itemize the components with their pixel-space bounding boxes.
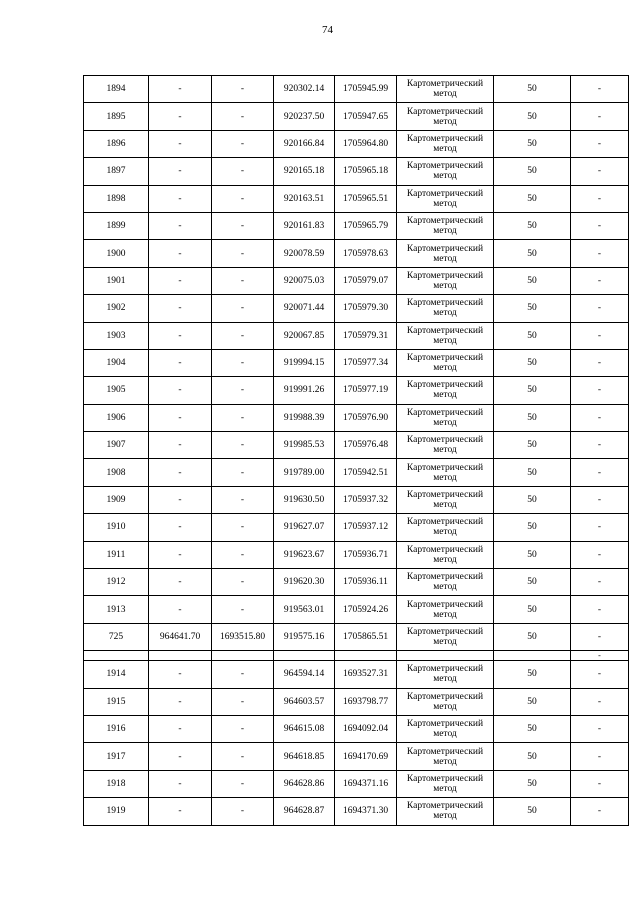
old-y-cell: - xyxy=(212,76,274,103)
accuracy-cell: 50 xyxy=(494,240,571,267)
table-row xyxy=(84,770,629,797)
old-y-cell: - xyxy=(212,295,274,322)
method-cell: Картометрический метод xyxy=(397,404,494,431)
new-x-cell: 920302.14 xyxy=(274,76,335,103)
old-y-cell: - xyxy=(212,322,274,349)
old-x-cell: - xyxy=(149,770,212,797)
method-cell: Картометрический метод xyxy=(397,541,494,568)
accuracy-cell: 50 xyxy=(494,103,571,130)
old-x-cell: - xyxy=(149,569,212,596)
accuracy-cell: 50 xyxy=(494,486,571,513)
new-x-cell: 919620.30 xyxy=(274,569,335,596)
table-row xyxy=(84,322,629,349)
old-y-cell xyxy=(212,651,274,661)
old-x-cell: - xyxy=(149,688,212,715)
note-cell: - xyxy=(571,623,629,650)
old-x-cell xyxy=(149,651,212,661)
new-y-cell xyxy=(335,651,397,661)
method-cell: Картометрический метод xyxy=(397,212,494,239)
note-cell: - xyxy=(571,459,629,486)
table-row xyxy=(84,103,629,130)
old-y-cell: - xyxy=(212,404,274,431)
point-number-cell: 1908 xyxy=(84,459,149,486)
table-row xyxy=(84,743,629,770)
old-x-cell: - xyxy=(149,240,212,267)
table-row xyxy=(84,404,629,431)
point-number-cell: 1906 xyxy=(84,404,149,431)
old-y-cell: - xyxy=(212,486,274,513)
accuracy-cell: 50 xyxy=(494,798,571,825)
note-cell: - xyxy=(571,569,629,596)
point-number-cell: 1894 xyxy=(84,76,149,103)
method-cell: Картометрический метод xyxy=(397,743,494,770)
new-x-cell: 920163.51 xyxy=(274,185,335,212)
accuracy-cell xyxy=(494,651,571,661)
accuracy-cell: 50 xyxy=(494,76,571,103)
new-y-cell: 1705936.71 xyxy=(335,541,397,568)
note-cell: - xyxy=(571,349,629,376)
new-y-cell: 1705965.51 xyxy=(335,185,397,212)
note-cell: - xyxy=(571,661,629,688)
old-y-cell: - xyxy=(212,349,274,376)
note-cell: - xyxy=(571,651,629,661)
note-cell: - xyxy=(571,295,629,322)
old-x-cell: 964641.70 xyxy=(149,623,212,650)
old-y-cell: - xyxy=(212,798,274,825)
old-x-cell: - xyxy=(149,267,212,294)
accuracy-cell: 50 xyxy=(494,596,571,623)
old-x-cell: - xyxy=(149,432,212,459)
new-y-cell: 1705937.12 xyxy=(335,514,397,541)
table-row xyxy=(84,715,629,742)
note-cell: - xyxy=(571,212,629,239)
old-x-cell: - xyxy=(149,715,212,742)
old-x-cell: - xyxy=(149,185,212,212)
accuracy-cell: 50 xyxy=(494,459,571,486)
new-y-cell: 1693798.77 xyxy=(335,688,397,715)
new-x-cell: 920161.83 xyxy=(274,212,335,239)
method-cell: Картометрический метод xyxy=(397,486,494,513)
old-y-cell: - xyxy=(212,240,274,267)
note-cell: - xyxy=(571,103,629,130)
table-row xyxy=(84,295,629,322)
new-y-cell: 1705865.51 xyxy=(335,623,397,650)
new-y-cell: 1705924.26 xyxy=(335,596,397,623)
new-y-cell: 1705979.30 xyxy=(335,295,397,322)
table-row xyxy=(84,569,629,596)
method-cell: Картометрический метод xyxy=(397,76,494,103)
accuracy-cell: 50 xyxy=(494,569,571,596)
table-row xyxy=(84,212,629,239)
point-number-cell xyxy=(84,651,149,661)
method-cell: Картометрический метод xyxy=(397,569,494,596)
note-cell: - xyxy=(571,596,629,623)
new-x-cell: 920071.44 xyxy=(274,295,335,322)
table-row xyxy=(84,432,629,459)
point-number-cell: 1896 xyxy=(84,130,149,157)
old-x-cell: - xyxy=(149,295,212,322)
method-cell: Картометрический метод xyxy=(397,432,494,459)
note-cell: - xyxy=(571,185,629,212)
old-x-cell: - xyxy=(149,459,212,486)
point-number-cell: 1903 xyxy=(84,322,149,349)
point-number-cell: 1911 xyxy=(84,541,149,568)
new-y-cell: 1694371.30 xyxy=(335,798,397,825)
new-x-cell: 919630.50 xyxy=(274,486,335,513)
new-x-cell: 964628.86 xyxy=(274,770,335,797)
new-y-cell: 1705976.48 xyxy=(335,432,397,459)
new-y-cell: 1705977.19 xyxy=(335,377,397,404)
note-cell: - xyxy=(571,158,629,185)
method-cell: Картометрический метод xyxy=(397,349,494,376)
old-x-cell: - xyxy=(149,541,212,568)
old-x-cell: - xyxy=(149,377,212,404)
table-row xyxy=(84,158,629,185)
old-x-cell: - xyxy=(149,743,212,770)
new-x-cell: 964628.87 xyxy=(274,798,335,825)
accuracy-cell: 50 xyxy=(494,322,571,349)
note-cell: - xyxy=(571,432,629,459)
new-y-cell: 1705979.31 xyxy=(335,322,397,349)
note-cell: - xyxy=(571,130,629,157)
new-y-cell: 1705964.80 xyxy=(335,130,397,157)
table-row xyxy=(84,349,629,376)
table-row xyxy=(84,130,629,157)
old-y-cell: - xyxy=(212,377,274,404)
new-x-cell: 920078.59 xyxy=(274,240,335,267)
new-y-cell: 1705945.99 xyxy=(335,76,397,103)
new-y-cell: 1705937.32 xyxy=(335,486,397,513)
point-number-cell: 1910 xyxy=(84,514,149,541)
table-empty-row xyxy=(84,651,629,661)
accuracy-cell: 50 xyxy=(494,267,571,294)
old-y-cell: - xyxy=(212,130,274,157)
point-number-cell: 1897 xyxy=(84,158,149,185)
new-y-cell: 1705965.18 xyxy=(335,158,397,185)
point-number-cell: 1901 xyxy=(84,267,149,294)
method-cell: Картометрический метод xyxy=(397,130,494,157)
point-number-cell: 1904 xyxy=(84,349,149,376)
method-cell: Картометрический метод xyxy=(397,103,494,130)
note-cell: - xyxy=(571,541,629,568)
point-number-cell: 1912 xyxy=(84,569,149,596)
old-y-cell: - xyxy=(212,459,274,486)
point-number-cell: 1913 xyxy=(84,596,149,623)
new-x-cell: 919991.26 xyxy=(274,377,335,404)
new-y-cell: 1705942.51 xyxy=(335,459,397,486)
old-x-cell: - xyxy=(149,514,212,541)
accuracy-cell: 50 xyxy=(494,185,571,212)
old-x-cell: - xyxy=(149,486,212,513)
table-row xyxy=(84,798,629,825)
accuracy-cell: 50 xyxy=(494,295,571,322)
old-y-cell: - xyxy=(212,661,274,688)
point-number-cell: 1902 xyxy=(84,295,149,322)
accuracy-cell: 50 xyxy=(494,623,571,650)
table-row xyxy=(84,185,629,212)
point-number-cell: 725 xyxy=(84,623,149,650)
new-x-cell: 920165.18 xyxy=(274,158,335,185)
old-y-cell: - xyxy=(212,688,274,715)
table-row xyxy=(84,688,629,715)
old-y-cell: - xyxy=(212,158,274,185)
note-cell: - xyxy=(571,715,629,742)
table-row xyxy=(84,623,629,650)
new-x-cell: 919789.00 xyxy=(274,459,335,486)
note-cell: - xyxy=(571,514,629,541)
old-y-cell: - xyxy=(212,514,274,541)
new-x-cell: 920166.84 xyxy=(274,130,335,157)
old-x-cell: - xyxy=(149,349,212,376)
table-row xyxy=(84,661,629,688)
point-number-cell: 1900 xyxy=(84,240,149,267)
coordinates-table xyxy=(83,75,629,826)
method-cell: Картометрический метод xyxy=(397,770,494,797)
table-row xyxy=(84,240,629,267)
accuracy-cell: 50 xyxy=(494,349,571,376)
accuracy-cell: 50 xyxy=(494,743,571,770)
table-row xyxy=(84,459,629,486)
method-cell: Картометрический метод xyxy=(397,158,494,185)
accuracy-cell: 50 xyxy=(494,541,571,568)
method-cell: Картометрический метод xyxy=(397,596,494,623)
new-x-cell: 964594.14 xyxy=(274,661,335,688)
new-y-cell: 1705979.07 xyxy=(335,267,397,294)
new-y-cell: 1705936.11 xyxy=(335,569,397,596)
old-x-cell: - xyxy=(149,130,212,157)
note-cell: - xyxy=(571,404,629,431)
old-x-cell: - xyxy=(149,158,212,185)
old-y-cell: - xyxy=(212,267,274,294)
accuracy-cell: 50 xyxy=(494,688,571,715)
note-cell: - xyxy=(571,322,629,349)
old-x-cell: - xyxy=(149,103,212,130)
point-number-cell: 1907 xyxy=(84,432,149,459)
new-y-cell: 1705976.90 xyxy=(335,404,397,431)
new-x-cell: 920067.85 xyxy=(274,322,335,349)
accuracy-cell: 50 xyxy=(494,212,571,239)
old-y-cell: - xyxy=(212,770,274,797)
accuracy-cell: 50 xyxy=(494,661,571,688)
method-cell: Картометрический метод xyxy=(397,715,494,742)
point-number-cell: 1895 xyxy=(84,103,149,130)
new-y-cell: 1705947.65 xyxy=(335,103,397,130)
new-y-cell: 1694092.04 xyxy=(335,715,397,742)
accuracy-cell: 50 xyxy=(494,377,571,404)
table-row xyxy=(84,267,629,294)
method-cell: Картометрический метод xyxy=(397,688,494,715)
table-row xyxy=(84,76,629,103)
old-y-cell: - xyxy=(212,432,274,459)
method-cell xyxy=(397,651,494,661)
new-y-cell: 1693527.31 xyxy=(335,661,397,688)
table-row xyxy=(84,541,629,568)
method-cell: Картометрический метод xyxy=(397,514,494,541)
new-x-cell: 964618.85 xyxy=(274,743,335,770)
old-y-cell: - xyxy=(212,596,274,623)
accuracy-cell: 50 xyxy=(494,404,571,431)
new-y-cell: 1705977.34 xyxy=(335,349,397,376)
table-row xyxy=(84,596,629,623)
new-x-cell: 919994.15 xyxy=(274,349,335,376)
note-cell: - xyxy=(571,240,629,267)
page-number: 74 xyxy=(322,24,333,36)
point-number-cell: 1919 xyxy=(84,798,149,825)
old-y-cell: - xyxy=(212,541,274,568)
table-body xyxy=(84,76,629,826)
note-cell: - xyxy=(571,770,629,797)
old-y-cell: 1693515.80 xyxy=(212,623,274,650)
new-x-cell: 919563.01 xyxy=(274,596,335,623)
accuracy-cell: 50 xyxy=(494,715,571,742)
note-cell: - xyxy=(571,76,629,103)
table-row xyxy=(84,514,629,541)
new-x-cell: 919988.39 xyxy=(274,404,335,431)
note-cell: - xyxy=(571,486,629,513)
method-cell: Картометрический метод xyxy=(397,459,494,486)
new-x-cell: 919575.16 xyxy=(274,623,335,650)
accuracy-cell: 50 xyxy=(494,770,571,797)
note-cell: - xyxy=(571,377,629,404)
old-y-cell: - xyxy=(212,103,274,130)
point-number-cell: 1915 xyxy=(84,688,149,715)
new-y-cell: 1694371.16 xyxy=(335,770,397,797)
new-x-cell: 964615.08 xyxy=(274,715,335,742)
point-number-cell: 1918 xyxy=(84,770,149,797)
old-x-cell: - xyxy=(149,661,212,688)
old-x-cell: - xyxy=(149,212,212,239)
point-number-cell: 1917 xyxy=(84,743,149,770)
accuracy-cell: 50 xyxy=(494,514,571,541)
old-y-cell: - xyxy=(212,569,274,596)
new-x-cell xyxy=(274,651,335,661)
new-x-cell: 919623.67 xyxy=(274,541,335,568)
point-number-cell: 1914 xyxy=(84,661,149,688)
new-x-cell: 920075.03 xyxy=(274,267,335,294)
table-row xyxy=(84,377,629,404)
accuracy-cell: 50 xyxy=(494,158,571,185)
method-cell: Картометрический метод xyxy=(397,267,494,294)
method-cell: Картометрический метод xyxy=(397,661,494,688)
new-y-cell: 1694170.69 xyxy=(335,743,397,770)
new-x-cell: 919627.07 xyxy=(274,514,335,541)
old-x-cell: - xyxy=(149,404,212,431)
point-number-cell: 1898 xyxy=(84,185,149,212)
point-number-cell: 1905 xyxy=(84,377,149,404)
new-x-cell: 964603.57 xyxy=(274,688,335,715)
new-x-cell: 920237.50 xyxy=(274,103,335,130)
accuracy-cell: 50 xyxy=(494,432,571,459)
old-y-cell: - xyxy=(212,715,274,742)
method-cell: Картометрический метод xyxy=(397,623,494,650)
method-cell: Картометрический метод xyxy=(397,798,494,825)
old-y-cell: - xyxy=(212,743,274,770)
method-cell: Картометрический метод xyxy=(397,185,494,212)
note-cell: - xyxy=(571,688,629,715)
accuracy-cell: 50 xyxy=(494,130,571,157)
old-x-cell: - xyxy=(149,322,212,349)
new-y-cell: 1705965.79 xyxy=(335,212,397,239)
table-row xyxy=(84,486,629,513)
point-number-cell: 1899 xyxy=(84,212,149,239)
point-number-cell: 1909 xyxy=(84,486,149,513)
point-number-cell: 1916 xyxy=(84,715,149,742)
method-cell: Картометрический метод xyxy=(397,377,494,404)
method-cell: Картометрический метод xyxy=(397,240,494,267)
note-cell: - xyxy=(571,743,629,770)
method-cell: Картометрический метод xyxy=(397,322,494,349)
note-cell: - xyxy=(571,267,629,294)
method-cell: Картометрический метод xyxy=(397,295,494,322)
old-x-cell: - xyxy=(149,76,212,103)
old-y-cell: - xyxy=(212,212,274,239)
new-y-cell: 1705978.63 xyxy=(335,240,397,267)
old-x-cell: - xyxy=(149,798,212,825)
note-cell: - xyxy=(571,798,629,825)
old-x-cell: - xyxy=(149,596,212,623)
new-x-cell: 919985.53 xyxy=(274,432,335,459)
old-y-cell: - xyxy=(212,185,274,212)
